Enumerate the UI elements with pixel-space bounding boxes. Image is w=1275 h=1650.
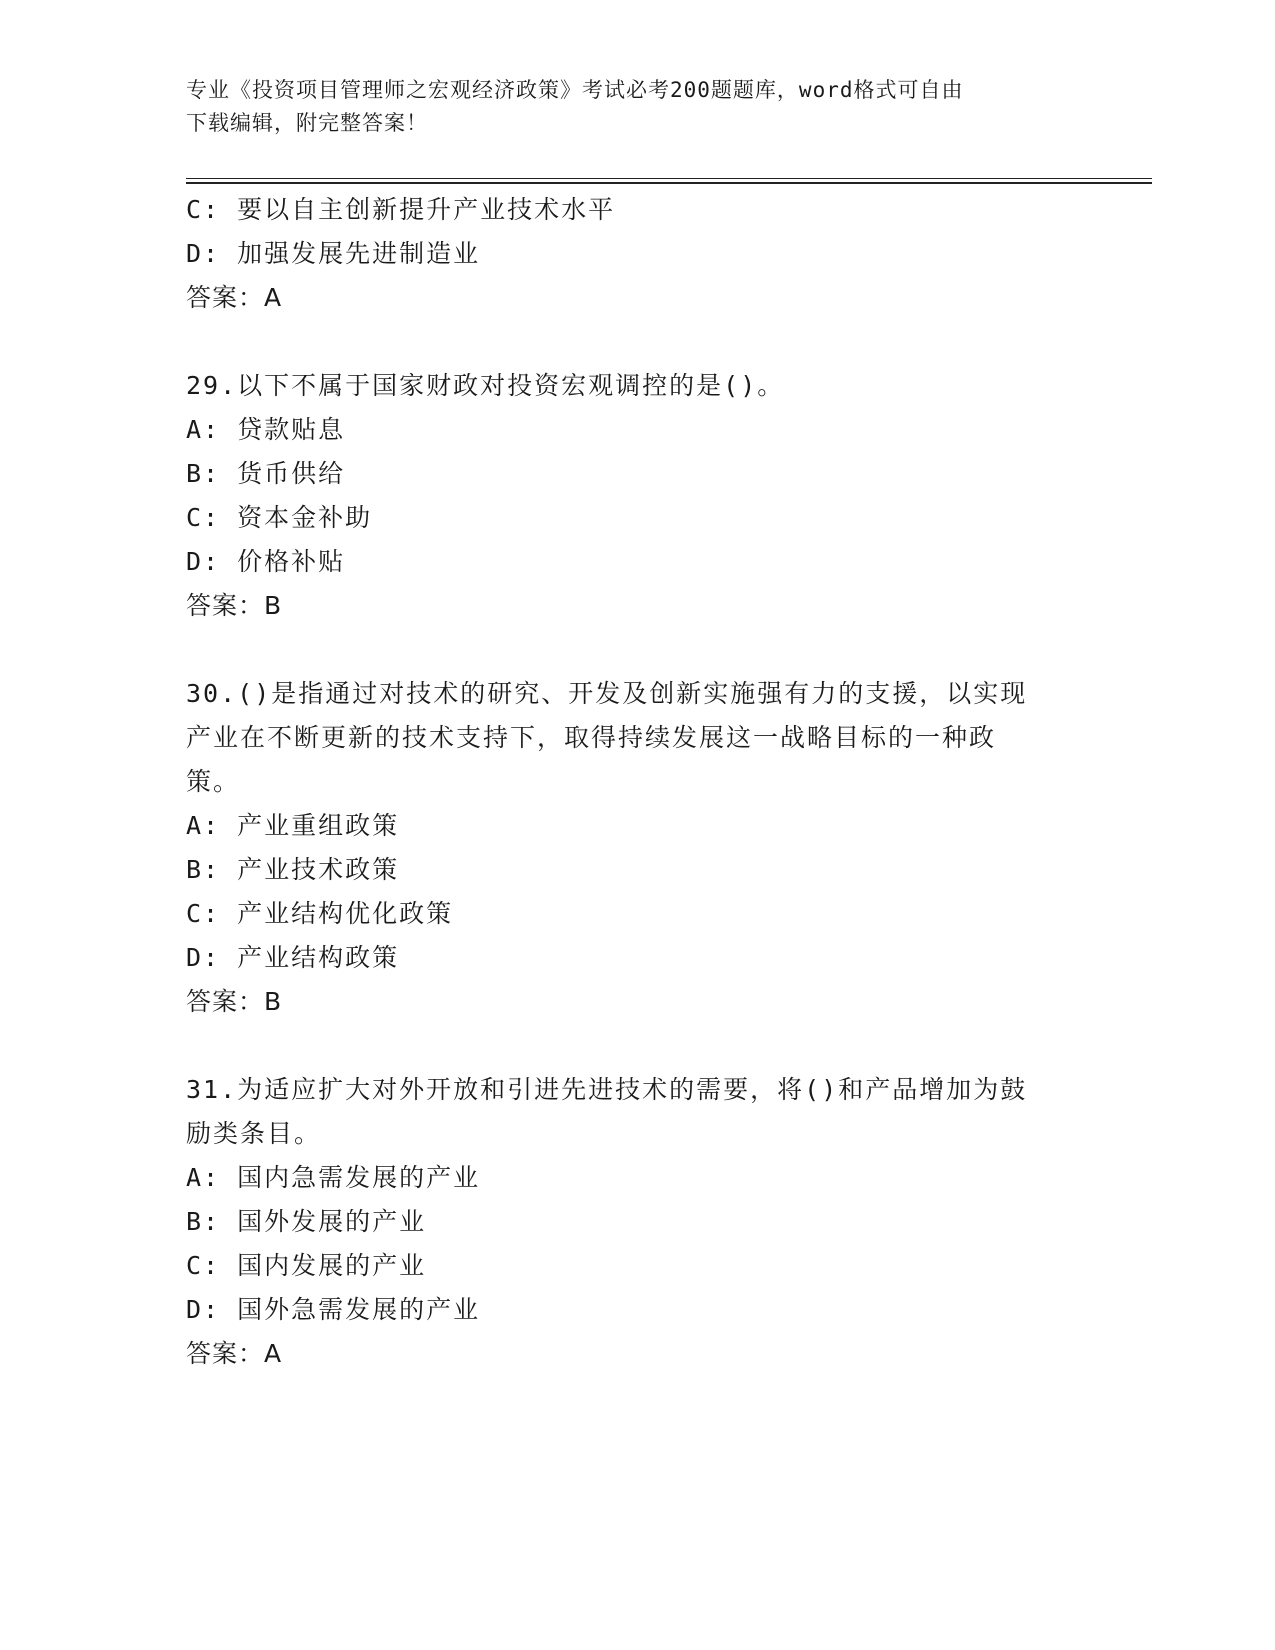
header-line-2: 下载编辑，附完整答案！ xyxy=(186,111,428,135)
q31-option-d: D: 国外急需发展的产业 xyxy=(186,1295,481,1324)
q30-stem-line-3: 策。 xyxy=(186,767,241,796)
q31-option-c: C: 国内发展的产业 xyxy=(186,1251,427,1280)
q30-option-a: A: 产业重组政策 xyxy=(186,811,400,840)
header-rule-thin xyxy=(186,178,1152,179)
q29-option-d: D: 价格补贴 xyxy=(186,547,346,576)
q30-answer: 答案：B xyxy=(186,987,283,1016)
q29-option-b: B: 货币供给 xyxy=(186,459,346,488)
q30-option-b: B: 产业技术政策 xyxy=(186,855,400,884)
q28-option-c: C: 要以自主创新提升产业技术水平 xyxy=(186,195,616,224)
q31-option-a: A: 国内急需发展的产业 xyxy=(186,1163,481,1192)
q30-stem-line-1: 30.()是指通过对技术的研究、开发及创新实施强有力的支援，以实现 xyxy=(186,679,1028,708)
q30-stem-line-2: 产业在不断更新的技术支持下，取得持续发展这一战略目标的一种政 xyxy=(186,723,997,752)
q30-option-c: C: 产业结构优化政策 xyxy=(186,899,454,928)
q29-answer: 答案：B xyxy=(186,591,283,620)
q31-answer: 答案：A xyxy=(186,1339,283,1368)
q31-option-b: B: 国外发展的产业 xyxy=(186,1207,427,1236)
header-rule-thick xyxy=(186,182,1152,184)
q28-option-d: D: 加强发展先进制造业 xyxy=(186,239,481,268)
document-header xyxy=(186,74,1086,140)
q28-answer: 答案：A xyxy=(186,283,283,312)
q29-option-a: A: 贷款贴息 xyxy=(186,415,346,444)
q29-option-c: C: 资本金补助 xyxy=(186,503,373,532)
q31-stem-line-1: 31.为适应扩大对外开放和引进先进技术的需要，将()和产品增加为鼓 xyxy=(186,1075,1028,1104)
q29-stem-line-1: 29.以下不属于国家财政对投资宏观调控的是()。 xyxy=(186,371,785,400)
q30-option-d: D: 产业结构政策 xyxy=(186,943,400,972)
header-line-1: 专业《投资项目管理师之宏观经济政策》考试必考200题题库，word格式可自由 xyxy=(186,78,964,102)
q31-stem-line-2: 励类条目。 xyxy=(186,1119,322,1148)
